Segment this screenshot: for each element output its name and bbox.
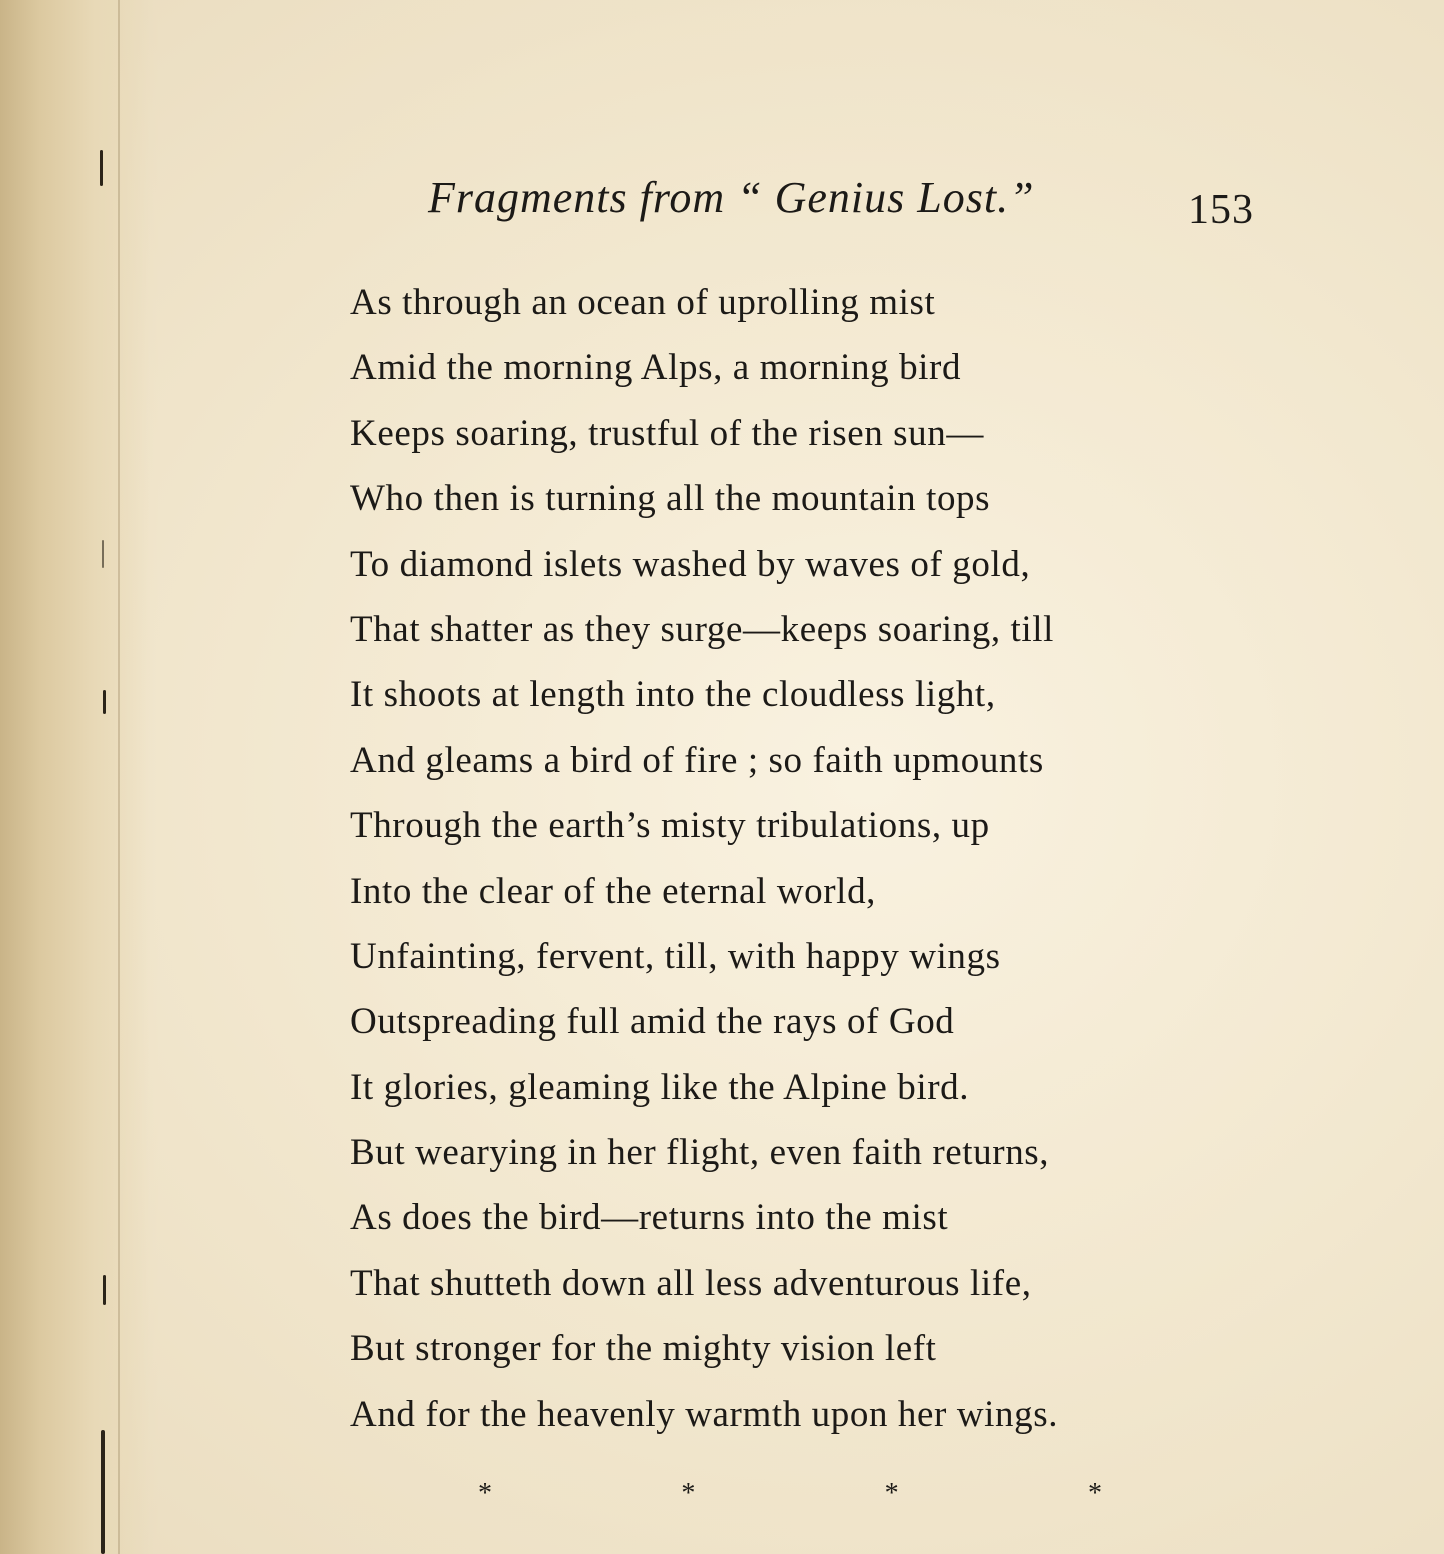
poem-line: That shutteth down all less adventurous life, bbox=[350, 1262, 1032, 1304]
poem-line: Outspreading full amid the rays of God bbox=[350, 1001, 955, 1043]
poem-line: Unfainting, fervent, till, with happy wings bbox=[350, 935, 1001, 977]
section-break bbox=[470, 1474, 1110, 1514]
poem-body bbox=[350, 280, 1170, 1457]
poem-line: As through an ocean of uprolling mist bbox=[350, 282, 936, 323]
page-number: 153 bbox=[1188, 187, 1254, 233]
poem-line: But wearying in her flight, even faith returns, bbox=[350, 1132, 1050, 1174]
binding-mark bbox=[103, 1275, 106, 1305]
asterism-ornament: * bbox=[1087, 1478, 1102, 1509]
page-header bbox=[428, 172, 1278, 232]
poem-line: Amid the morning Alps, a morning bird bbox=[350, 347, 962, 389]
binding-mark bbox=[103, 690, 106, 714]
poem-line: Keeps soaring, trustful of the risen sun— bbox=[350, 412, 984, 454]
poem-line: That shatter as they surge—keeps soaring, till bbox=[350, 608, 1055, 650]
poem-line: It shoots at length into the cloudless light, bbox=[350, 674, 996, 716]
page-gutter bbox=[0, 0, 150, 1554]
binding-mark bbox=[100, 150, 103, 186]
binding-mark bbox=[101, 1430, 105, 1554]
poem-line: As does the bird—returns into the mist bbox=[350, 1197, 949, 1239]
poem-line: But stronger for the mighty vision left bbox=[350, 1328, 937, 1370]
binding-mark bbox=[102, 540, 104, 568]
poem-line: And for the heavenly warmth upon her wings. bbox=[350, 1393, 1059, 1435]
poem-line: Who then is turning all the mountain tops bbox=[350, 478, 991, 520]
page-edge-shadow bbox=[118, 0, 120, 1554]
asterism-ornament: * bbox=[478, 1478, 492, 1509]
asterism-ornament: * bbox=[884, 1478, 899, 1509]
running-title: Fragments from “ Genius Lost.” bbox=[428, 173, 1035, 222]
poem-line: Into the clear of the eternal world, bbox=[350, 870, 877, 912]
poem-line: Through the earth’s misty tribulations, up bbox=[350, 805, 990, 847]
poem-line: And gleams a bird of fire ; so faith upmounts bbox=[350, 739, 1044, 781]
poem-line: It glories, gleaming like the Alpine bird. bbox=[350, 1066, 970, 1108]
asterism-ornament: * bbox=[681, 1478, 696, 1509]
poem-line: To diamond islets washed by waves of gold, bbox=[350, 543, 1031, 585]
